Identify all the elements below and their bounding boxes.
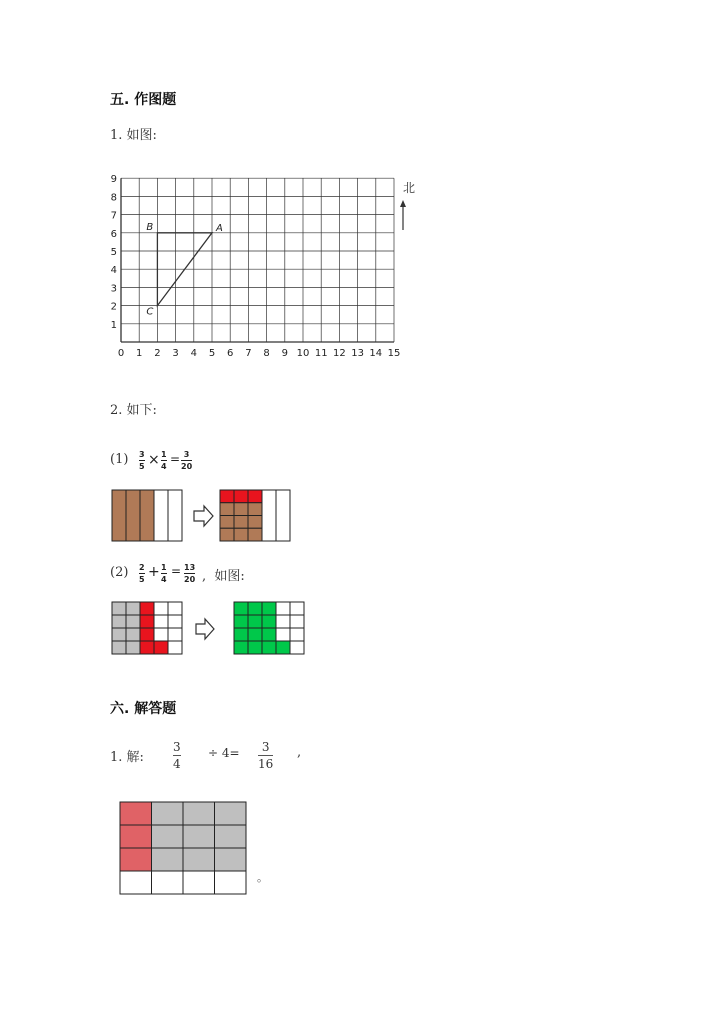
denominator: 5 — [139, 575, 145, 584]
numerator: 13 — [184, 563, 196, 572]
north-label: 北 — [403, 181, 415, 195]
grid-cell — [152, 802, 184, 825]
grid-cell — [126, 628, 140, 641]
part-2-diagram — [110, 600, 310, 658]
grid-cell — [112, 628, 126, 641]
grid-cell — [248, 490, 262, 503]
fraction-three-sixteenths — [258, 740, 273, 771]
x-tick-label: 8 — [263, 348, 270, 359]
x-tick-label: 13 — [351, 348, 364, 359]
grid-cell — [248, 615, 262, 628]
y-tick-label: 1 — [110, 319, 117, 331]
rectangle-three-twentieths — [220, 490, 290, 541]
section-title-answers: 六. 解答题 — [110, 701, 177, 717]
y-tick-label: 9 — [110, 174, 117, 186]
grid-cell — [234, 602, 248, 615]
grid-cell — [140, 641, 154, 654]
fraction-one-quarter-2 — [161, 563, 167, 584]
fraction-three-twentieths — [181, 450, 192, 471]
x-tick-label: 3 — [172, 348, 179, 359]
y-tick-label: 3 — [110, 283, 117, 295]
period-mark: 。 — [257, 871, 268, 884]
x-tick-label: 10 — [296, 348, 310, 359]
divide-expression: ÷ 4= — [208, 746, 240, 760]
grid-cell — [276, 628, 290, 641]
equals-sign: = — [170, 452, 181, 466]
grid-cell — [234, 490, 248, 503]
grid-cell — [290, 641, 304, 654]
coordinate-grid-figure — [105, 170, 415, 365]
grid-cell — [248, 641, 262, 654]
grid-axis-labels — [111, 174, 401, 359]
grid-cell — [248, 528, 262, 541]
point-label-a: A — [216, 222, 223, 234]
denominator: 4 — [173, 757, 181, 771]
right-arrow-icon — [196, 619, 214, 639]
fraction-two-fifths — [139, 563, 145, 584]
grid-three-sixteenths — [120, 802, 246, 894]
x-tick-label: 14 — [369, 348, 383, 359]
numerator: 3 — [183, 450, 190, 459]
grid-thirteen-twentieths — [234, 602, 304, 654]
grid-cell — [290, 628, 304, 641]
grid-two-fifths-plus-quarter — [112, 602, 182, 654]
times-sign: × — [148, 452, 160, 468]
y-tick-label: 6 — [110, 228, 117, 240]
grid-cell — [126, 641, 140, 654]
grid-cell — [220, 490, 234, 503]
part-1-label: (1) — [110, 452, 129, 467]
equals-sign-2: = — [171, 564, 182, 578]
x-tick-label: 12 — [333, 348, 346, 359]
grid-cell — [248, 602, 262, 615]
grid-cell — [120, 848, 152, 871]
grid-cell — [248, 628, 262, 641]
grid-cell — [120, 871, 152, 894]
grid-cell — [152, 871, 184, 894]
point-label-b: B — [146, 221, 154, 233]
y-tick-label: 8 — [110, 192, 117, 204]
numerator: 1 — [161, 563, 167, 572]
fraction-one-quarter — [161, 450, 167, 471]
grid-cell — [215, 848, 247, 871]
grid-cell — [183, 825, 215, 848]
north-arrow — [400, 181, 415, 230]
grid-cell — [262, 628, 276, 641]
question-2-label: 2. 如下: — [110, 403, 157, 418]
point-label-c: C — [146, 306, 154, 318]
grid-cell — [276, 615, 290, 628]
numerator: 3 — [139, 450, 145, 459]
fraction-three-fifths — [139, 450, 145, 471]
right-arrow-icon — [194, 506, 213, 526]
triangle-abc — [146, 222, 223, 318]
denominator: 4 — [161, 462, 167, 471]
y-tick-label: 2 — [110, 301, 117, 313]
grid-cell — [154, 628, 168, 641]
fraction-thirteen-twentieths — [184, 563, 195, 584]
grid-cell — [276, 641, 290, 654]
section-title-drawing: 五. 作图题 — [110, 92, 177, 108]
grid-cell — [126, 602, 140, 615]
fraction-three-quarters — [173, 740, 181, 771]
grid-cell — [112, 615, 126, 628]
x-tick-label: 15 — [387, 348, 401, 359]
grid-cell — [168, 628, 182, 641]
plus-sign: + — [148, 564, 160, 580]
numerator: 1 — [161, 450, 167, 459]
grid-cell — [183, 871, 215, 894]
part-1-diagram — [110, 488, 295, 543]
grid-cell — [120, 802, 152, 825]
y-tick-label: 4 — [110, 265, 117, 277]
numerator: 2 — [139, 563, 145, 572]
x-tick-label: 7 — [245, 348, 252, 359]
grid-cell — [220, 528, 234, 541]
x-tick-label: 9 — [281, 348, 288, 359]
grid-cell — [276, 602, 290, 615]
grid-cell — [152, 848, 184, 871]
x-tick-label: 4 — [190, 348, 197, 359]
x-tick-label: 5 — [208, 348, 216, 359]
grid-cell — [140, 628, 154, 641]
grid-cell — [234, 528, 248, 541]
grid-cell — [248, 503, 262, 516]
grid-cell — [248, 516, 262, 529]
denominator: 16 — [258, 757, 274, 771]
grid-cell — [262, 615, 276, 628]
grid-cell — [168, 641, 182, 654]
y-tick-label: 5 — [110, 247, 117, 258]
grid-cell — [168, 602, 182, 615]
grid-cell — [112, 641, 126, 654]
grid-cell — [262, 602, 276, 615]
comma: , — [297, 745, 302, 760]
grid-cell — [152, 825, 184, 848]
grid-cell — [220, 516, 234, 529]
numerator: 3 — [261, 740, 270, 754]
grid-cell — [154, 615, 168, 628]
denominator: 20 — [184, 575, 196, 584]
grid-cell — [234, 503, 248, 516]
arrow-up-icon — [400, 200, 406, 207]
x-tick-label: 1 — [136, 348, 143, 359]
grid-cell — [234, 641, 248, 654]
denominator: 20 — [181, 462, 193, 471]
denominator: 4 — [161, 575, 167, 584]
grid-cell — [215, 825, 247, 848]
grid-cell — [154, 641, 168, 654]
grid-cell — [126, 615, 140, 628]
grid-cell — [220, 503, 234, 516]
grid-cell — [140, 602, 154, 615]
grid-cell — [140, 615, 154, 628]
grid-cell — [290, 602, 304, 615]
x-tick-label: 6 — [227, 348, 234, 359]
grid-cell — [183, 848, 215, 871]
numerator: 3 — [173, 740, 181, 754]
grid-cell — [168, 615, 182, 628]
grid-cell — [234, 516, 248, 529]
grid-cell — [120, 825, 152, 848]
grid-cell — [234, 615, 248, 628]
part-2-label: (2) — [110, 565, 129, 580]
grid-cell — [112, 602, 126, 615]
rectangle-three-fifths — [112, 490, 182, 541]
grid-cell — [262, 641, 276, 654]
part-2-suffix: , 如图: — [202, 569, 245, 584]
grid-cell — [183, 802, 215, 825]
x-tick-label: 11 — [314, 348, 328, 359]
grid-cell — [215, 802, 247, 825]
y-tick-label: 7 — [110, 210, 117, 222]
x-tick-label: 2 — [154, 348, 161, 359]
denominator: 5 — [139, 462, 145, 471]
x-tick-label: 0 — [117, 348, 125, 359]
grid-cell — [234, 628, 248, 641]
question-1-label: 1. 如图: — [110, 128, 157, 143]
grid-cell — [154, 602, 168, 615]
grid-lines — [121, 178, 394, 342]
answer-1-label: 1. 解: — [110, 750, 144, 765]
grid-cell — [290, 615, 304, 628]
grid-cell — [215, 871, 247, 894]
answer-1-grid — [118, 800, 253, 895]
